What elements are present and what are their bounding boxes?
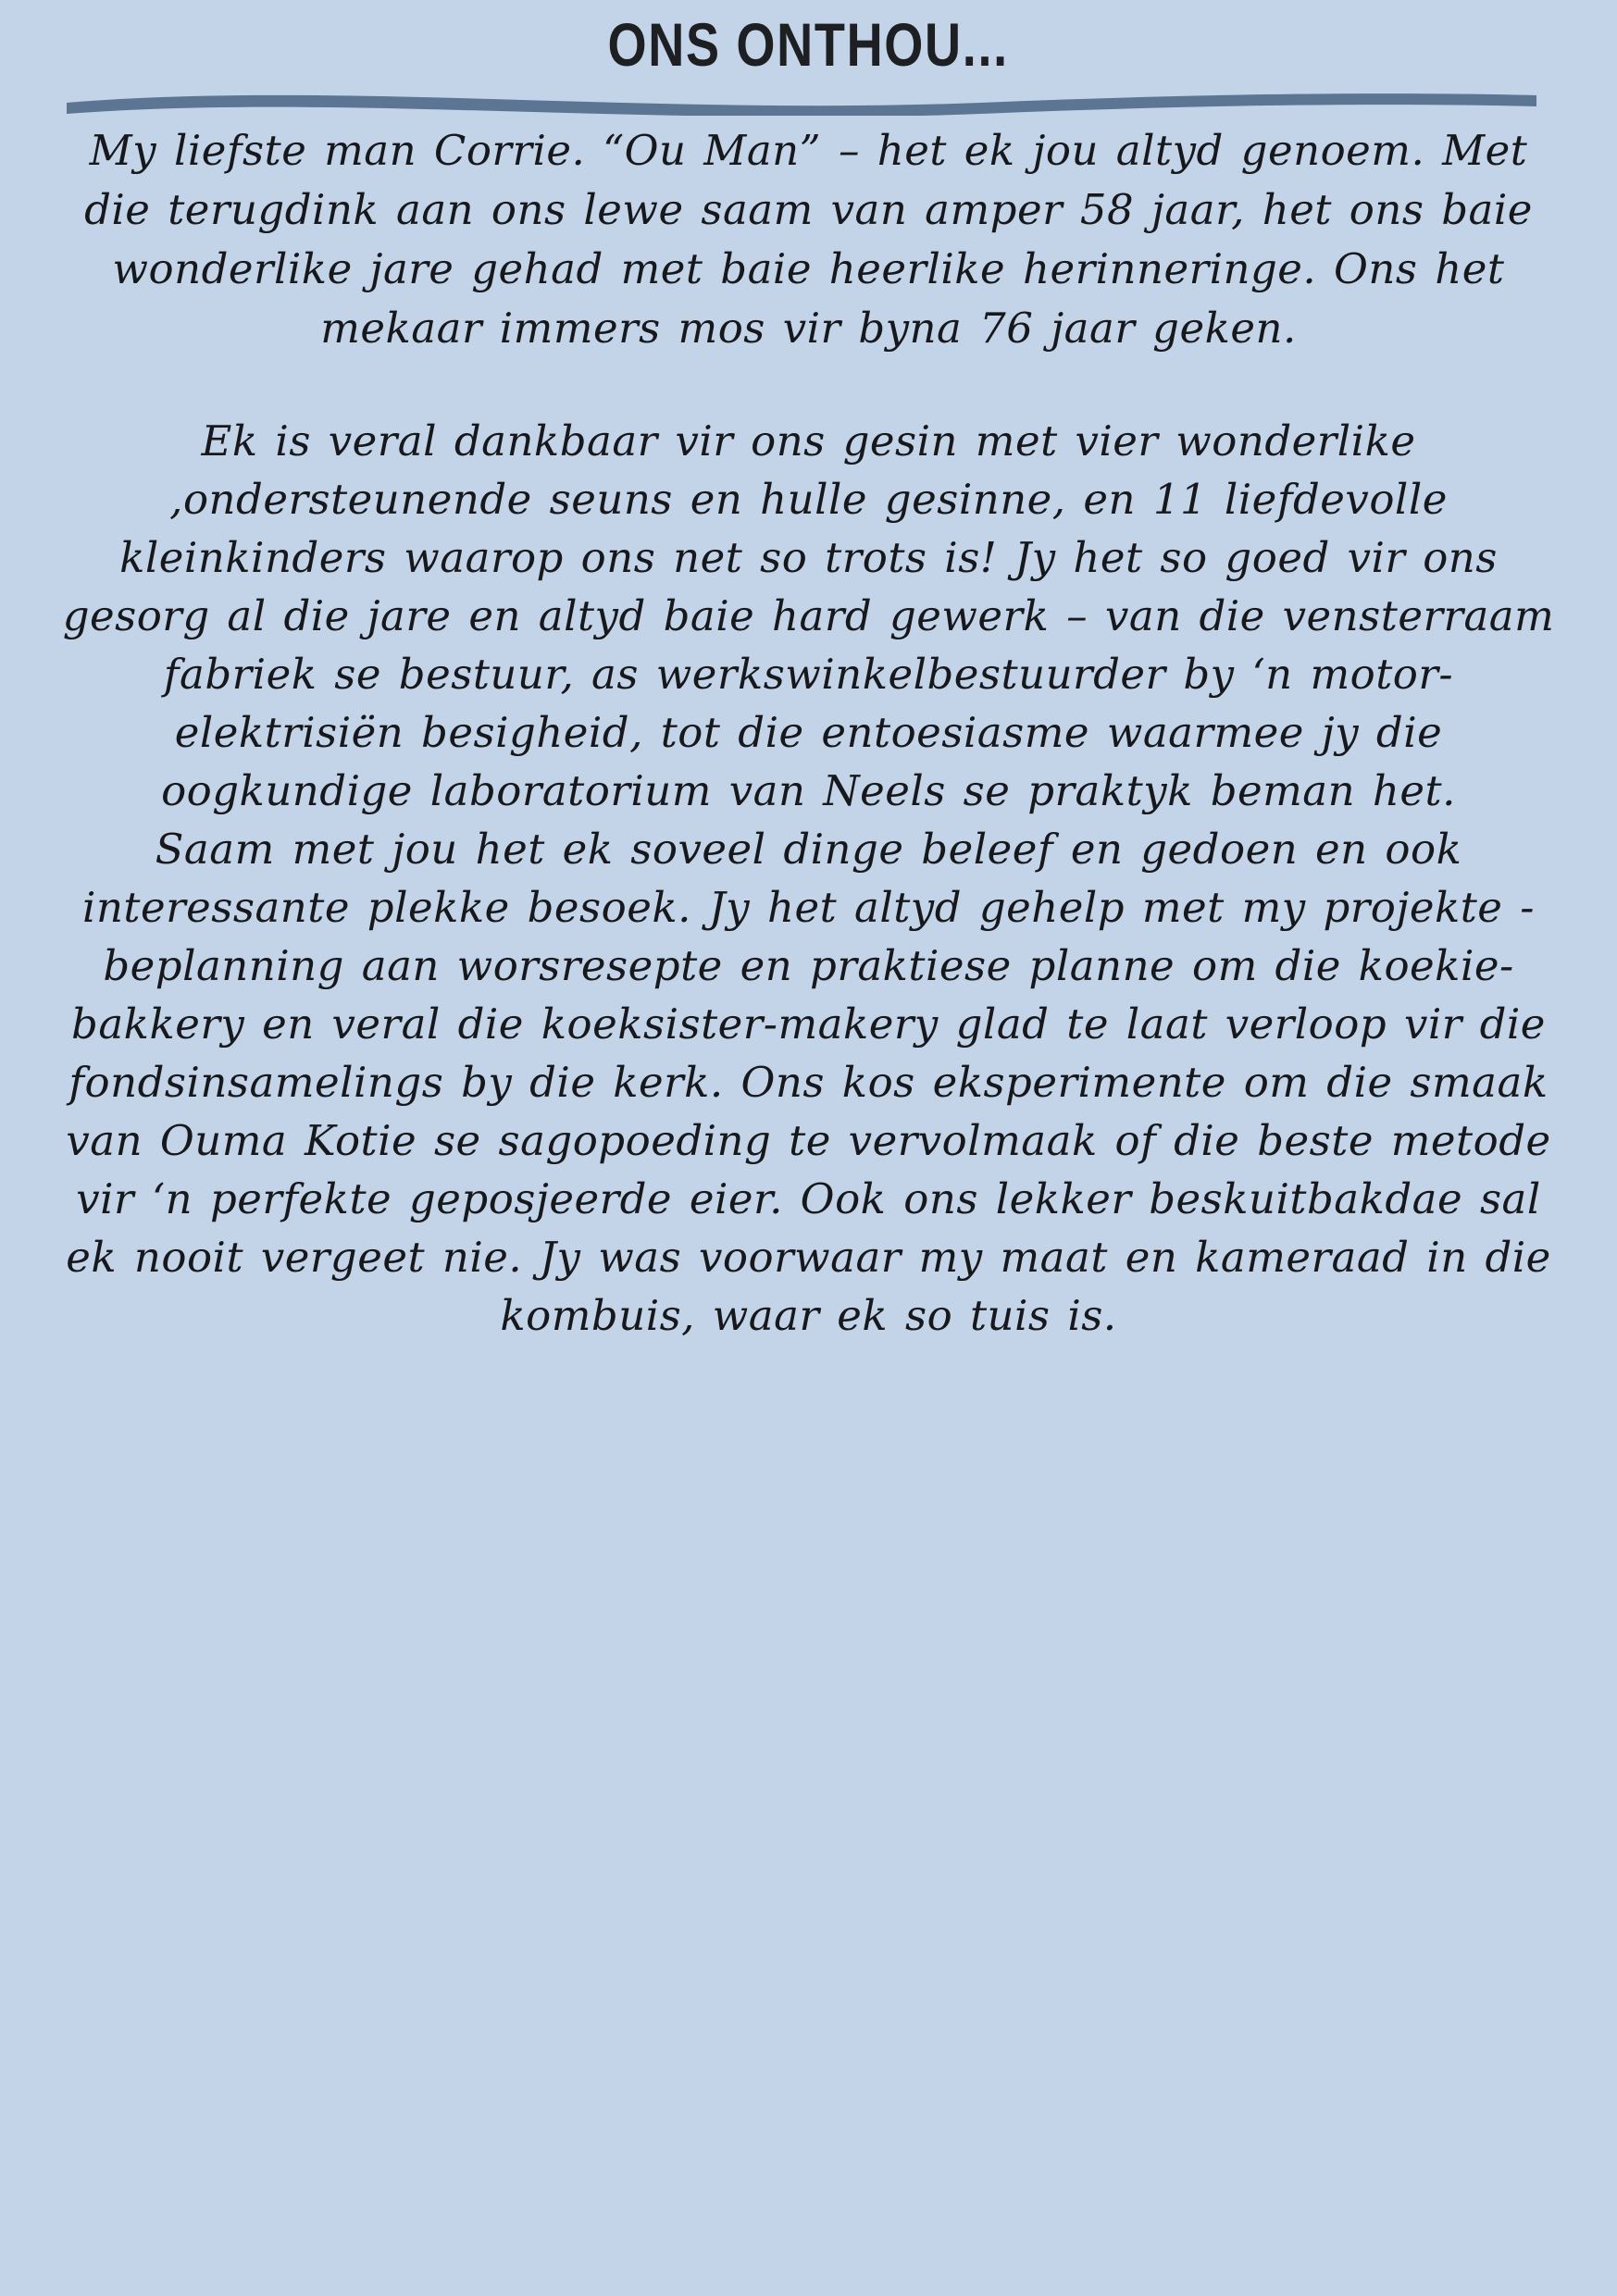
page-title: ONS ONTHOU...	[607, 10, 1010, 79]
divider-swoosh-icon	[0, 75, 1617, 116]
paragraph-2: Ek is veral dankbaar vir ons gesin met vier wonderlike ,ondersteunende seuns en hulle gesinne, en 11 liefdevolle kleinkinders waarop ons net so trots is! Jy het so goed vir ons gesorg al die jare en altyd baie hard gewerk – van die vensterraam fabriek se bestuur, as werkswinkelbestuurder by ‘n motor-elektrisiën besigheid, tot die entoesiasme waarmee jy die oogkundige laboratorium van Neels se praktyk beman het.	[62, 416, 1555, 815]
letter-body	[41, 116, 1577, 1345]
paragraph-spacer	[41, 358, 1577, 412]
paragraph-1: My liefste man Corrie. “Ou Man” – het ek jou altyd genoem. Met die terugdink aan ons lewe saam van amper 58 jaar, het ons baie wonderlike jare gehad met baie heerlike herinneringe. Ons het mekaar immers mos vir byna 76 jaar geken.	[84, 126, 1533, 353]
decorative-divider	[0, 75, 1617, 116]
title-block	[0, 0, 1617, 77]
paragraph-3: Saam met jou het ek soveel dinge beleef en gedoen en ook interessante plekke besoek. Jy het altyd gehelp met my projekte - beplanning aan worsresepte en praktiese planne om die koekie-bakkery en veral die koeksister-makery glad te laat verloop vir die fondsinsamelings by die kerk. Ons kos eksperimente om die smaak van Ouma Kotie se sagopoeding te vervolmaak of die beste metode vir ‘n perfekte geposjeerde eier. Ook ons lekker beskuitbakdae sal ek nooit vergeet nie. Jy was voorwaar my maat en kameraad in die kombuis, waar ek so tuis is.	[66, 824, 1551, 1340]
